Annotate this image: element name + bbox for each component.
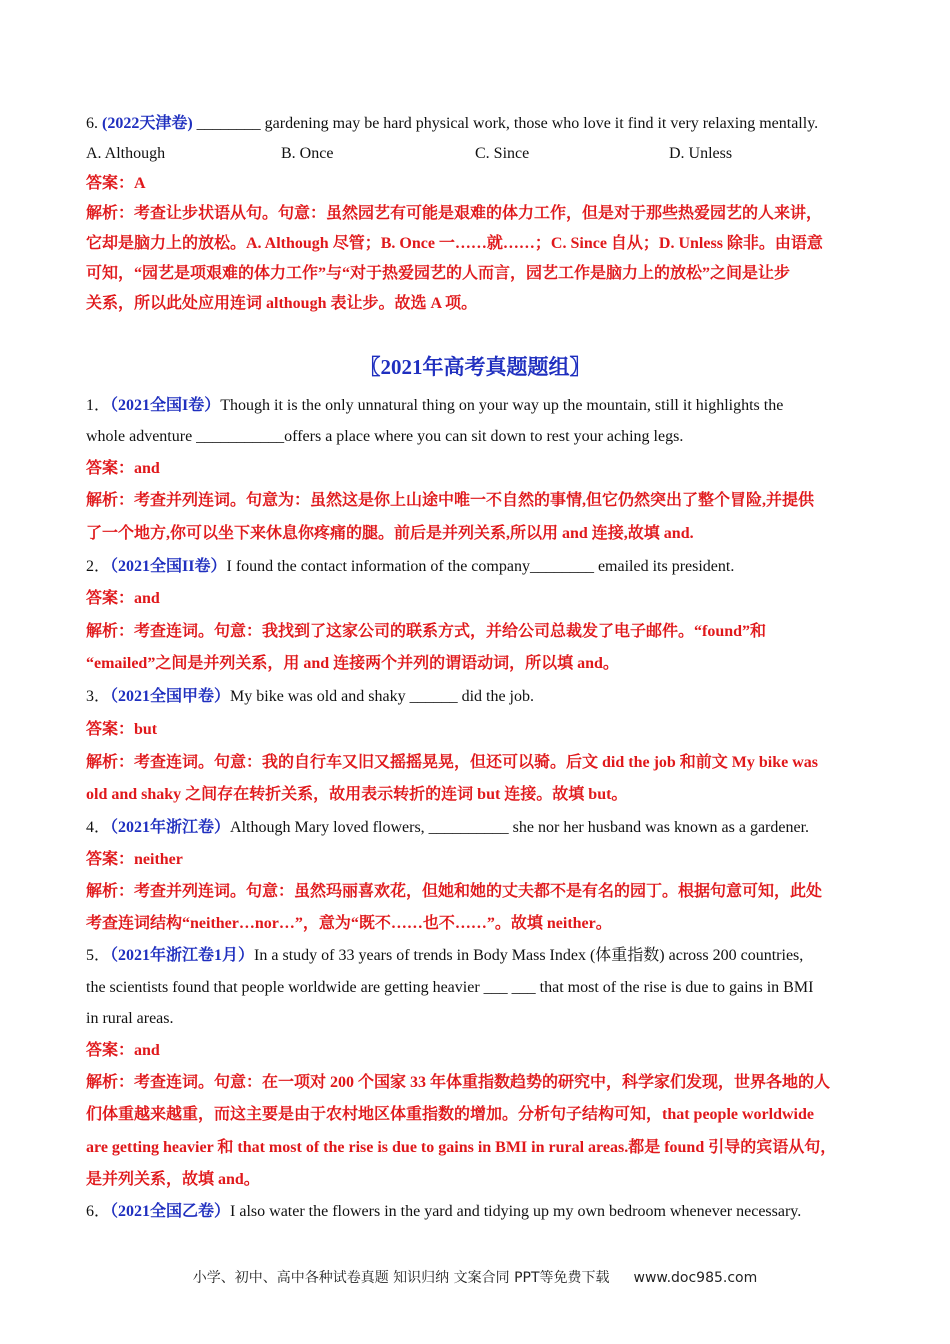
analysis-line: old and shaky 之间存在转折关系，故用表示转折的连词 but 连接。故填 but。 — [86, 786, 628, 803]
analysis-line: 它却是脑力上的放松。A. Although 尽管；B. Once 一……就……；C. Since 自从；D. Unless 除非。由语意 — [86, 235, 823, 252]
analysis-line: 解析：考查并列连词。句意为：虽然这是你上山途中唯一不自然的事情,但它仍然突出了整个冒险,并提供 — [86, 492, 815, 509]
question-text: whole adventure ___________offers a place where you can sit down to rest your aching legs. — [86, 428, 684, 445]
answer-line: 答案：but — [86, 721, 158, 738]
analysis-line: 考查连词结构“neither…nor…”，意为“既不……也不……”。故填 neither。 — [86, 915, 612, 932]
analysis-line: 可知，“园艺是项艰难的体力工作”与“对于热爱园艺的人而言，园艺工作是脑力上的放松”之间是让步 — [86, 265, 791, 282]
question-source: （2021全国甲卷） — [110, 688, 231, 705]
analysis-line: are getting heavier 和 that most of the rise is due to gains in BMI in rural areas.都是 found 引导的宾语从句， — [86, 1139, 837, 1156]
analysis-line: 了一个地方,你可以坐下来休息你疼痛的腿。前后是并列关系,所以用 and 连接,故填 and. — [86, 525, 694, 542]
analysis-line: 解析：考查并列连词。句意：虽然玛丽喜欢花，但她和她的丈夫都不是有名的园丁。根据句意可知，此处 — [86, 883, 823, 900]
analysis-line: 解析：考查连词。句意：在一项对 200 个国家 33 年体重指数趋势的研究中，科学家们发现，世界各地的人 — [86, 1074, 831, 1091]
option-d: D. Unless — [669, 145, 733, 162]
question-number: 5． — [86, 947, 111, 964]
question-source: （2021年浙江卷） — [110, 819, 231, 836]
question-source: （2021全国乙卷） — [110, 1203, 231, 1220]
question-number: 6． — [86, 1203, 111, 1220]
answer-line: 答案：and — [86, 1042, 160, 1059]
question-3-stem — [86, 687, 534, 707]
footer-text: 小学、初中、高中各种试卷真题 知识归纳 文案合同 PPT等免费下载 — [192, 1270, 610, 1286]
question-source: （2021全国I卷） — [110, 397, 221, 414]
page-footer — [0, 1267, 950, 1287]
answer-line: 答案：and — [86, 590, 160, 607]
question-1-stem — [86, 396, 783, 416]
option-a: A. Although — [86, 145, 166, 162]
question-text: Although Mary loved flowers, __________ she nor her husband was known as a gardener. — [230, 819, 810, 836]
footer-link[interactable]: www.doc985.com — [633, 1270, 758, 1286]
answer-line: 答案：A — [86, 175, 146, 192]
analysis-line: “emailed”之间是并列关系，用 and 连接两个并列的谓语动词，所以填 and。 — [86, 655, 619, 672]
question-number: 6. — [86, 115, 98, 132]
answer-line: 答案：neither — [86, 851, 183, 868]
analysis-line: 解析：考查连词。句意：我的自行车又旧又摇摇晃晃，但还可以骑。后文 did the job 和前文 My bike was — [86, 754, 819, 771]
question-source: (2022天津卷) — [102, 115, 193, 132]
analysis-line: 解析：考查连词。句意：我找到了这家公司的联系方式，并给公司总裁发了电子邮件。“found”和 — [86, 623, 767, 640]
question-2022-6-stem — [86, 114, 818, 134]
question-text: in rural areas. — [86, 1010, 174, 1027]
question-text: I found the contact information of the company________ emailed its president. — [226, 558, 735, 575]
question-text: In a study of 33 years of trends in Body Mass Index (体重指数) across 200 countries, — [254, 947, 804, 964]
question-text: the scientists found that people worldwide are getting heavier ___ ___ that most of the rise is due to gains in BMI — [86, 979, 814, 996]
question-text: ________ gardening may be hard physical work, those who love it find it very relaxing mentally. — [192, 115, 819, 132]
question-5-stem — [86, 946, 803, 966]
answer-line: 答案：and — [86, 460, 160, 477]
question-source: （2021全国II卷） — [110, 558, 227, 575]
section-title: 〖2021年高考真题题组〗 — [359, 355, 591, 379]
question-text: I also water the flowers in the yard and tidying up my own bedroom whenever necessary. — [230, 1203, 802, 1220]
option-c: C. Since — [475, 145, 530, 162]
question-2-stem — [86, 557, 734, 577]
question-number: 3． — [86, 688, 111, 705]
question-text: My bike was old and shaky ______ did the job. — [230, 688, 534, 705]
question-number: 2． — [86, 558, 111, 575]
analysis-line: 是并列关系，故填 and。 — [86, 1171, 260, 1188]
question-source: （2021年浙江卷1月） — [110, 947, 255, 964]
question-4-stem — [86, 818, 809, 838]
analysis-line: 们体重越来越重，而这主要是由于农村地区体重指数的增加。分析句子结构可知，that people worldwide — [86, 1106, 815, 1123]
analysis-line: 解析：考查让步状语从句。句意：虽然园艺有可能是艰难的体力工作，但是对于那些热爱园艺的人来讲， — [86, 205, 823, 222]
question-number: 4． — [86, 819, 111, 836]
question-number: 1． — [86, 397, 111, 414]
option-b: B. Once — [281, 145, 334, 162]
question-text: Though it is the only unnatural thing on your way up the mountain, still it highlights the — [220, 397, 784, 414]
question-6-stem — [86, 1202, 801, 1222]
analysis-line: 关系，所以此处应用连词 although 表让步。故选 A 项。 — [86, 295, 478, 312]
